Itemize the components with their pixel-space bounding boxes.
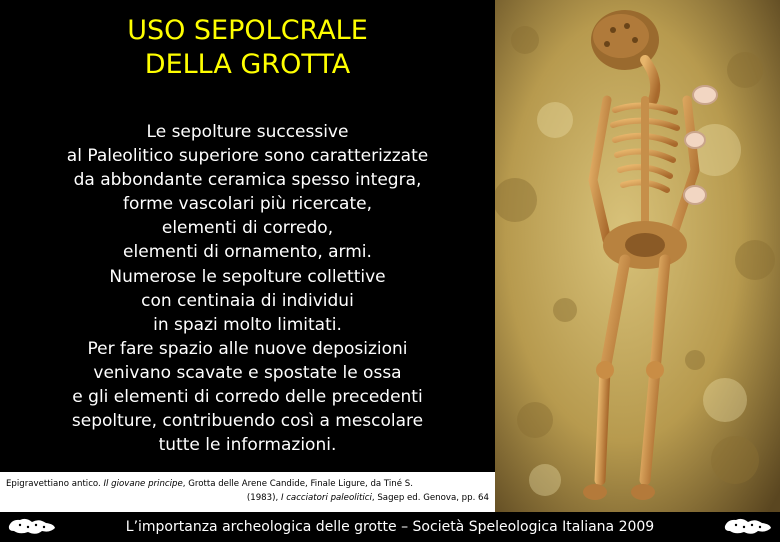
body-line: e gli elementi di corredo delle precedenti xyxy=(72,387,423,408)
body-line: da abbondante ceramica spesso integra, xyxy=(73,170,422,191)
caption-text: Epigravettiano antico. xyxy=(6,479,104,489)
body-line: con centinaia di individui xyxy=(141,290,354,311)
body-line: elementi di ornamento, armi. xyxy=(123,242,372,263)
body-text xyxy=(0,120,495,457)
slide-footer xyxy=(0,512,780,540)
body-line: sepolture, contribuendo così a mescolare xyxy=(71,411,424,432)
body-line: venivano scavate e spostate le ossa xyxy=(93,362,402,383)
body-line: elementi di corredo, xyxy=(161,218,334,239)
caption-text: (1983), xyxy=(246,493,281,503)
title-line-1: USO SEPOLCRALE xyxy=(127,15,368,46)
body-line: Per fare spazio alle nuove deposizioni xyxy=(87,338,408,359)
photo-caption xyxy=(0,472,495,512)
caption-italic-book: I cacciatori paleolitici xyxy=(280,493,372,503)
footer-text: L’importanza archeologica delle grotte – Società Speleologica Italiana 2009 xyxy=(125,519,655,535)
caption-line-1 xyxy=(6,477,413,491)
caption-text: , Grotta delle Arene Candide, Finale Ligure, da Tiné S. xyxy=(182,479,413,489)
skeleton-burial-photo xyxy=(495,0,780,512)
slide-title xyxy=(0,14,495,82)
caption-line-2 xyxy=(247,491,489,505)
caption-italic-title: Il giovane principe xyxy=(103,479,183,489)
italy-map-logo-icon xyxy=(722,514,774,542)
caption-text: , Sagep ed. Genova, pp. 64 xyxy=(371,493,489,503)
body-line: tutte le informazioni. xyxy=(158,435,337,456)
italy-map-logo-icon xyxy=(6,514,58,542)
body-line: al Paleolitico superiore sono caratterizzate xyxy=(66,146,429,167)
body-line: in spazi molto limitati. xyxy=(153,314,342,335)
body-line: Le sepolture successive xyxy=(146,122,349,142)
body-line: Numerose le sepolture collettive xyxy=(109,266,386,287)
title-line-2: DELLA GROTTA xyxy=(144,49,351,80)
body-line: forme vascolari più ricercate, xyxy=(123,194,372,215)
